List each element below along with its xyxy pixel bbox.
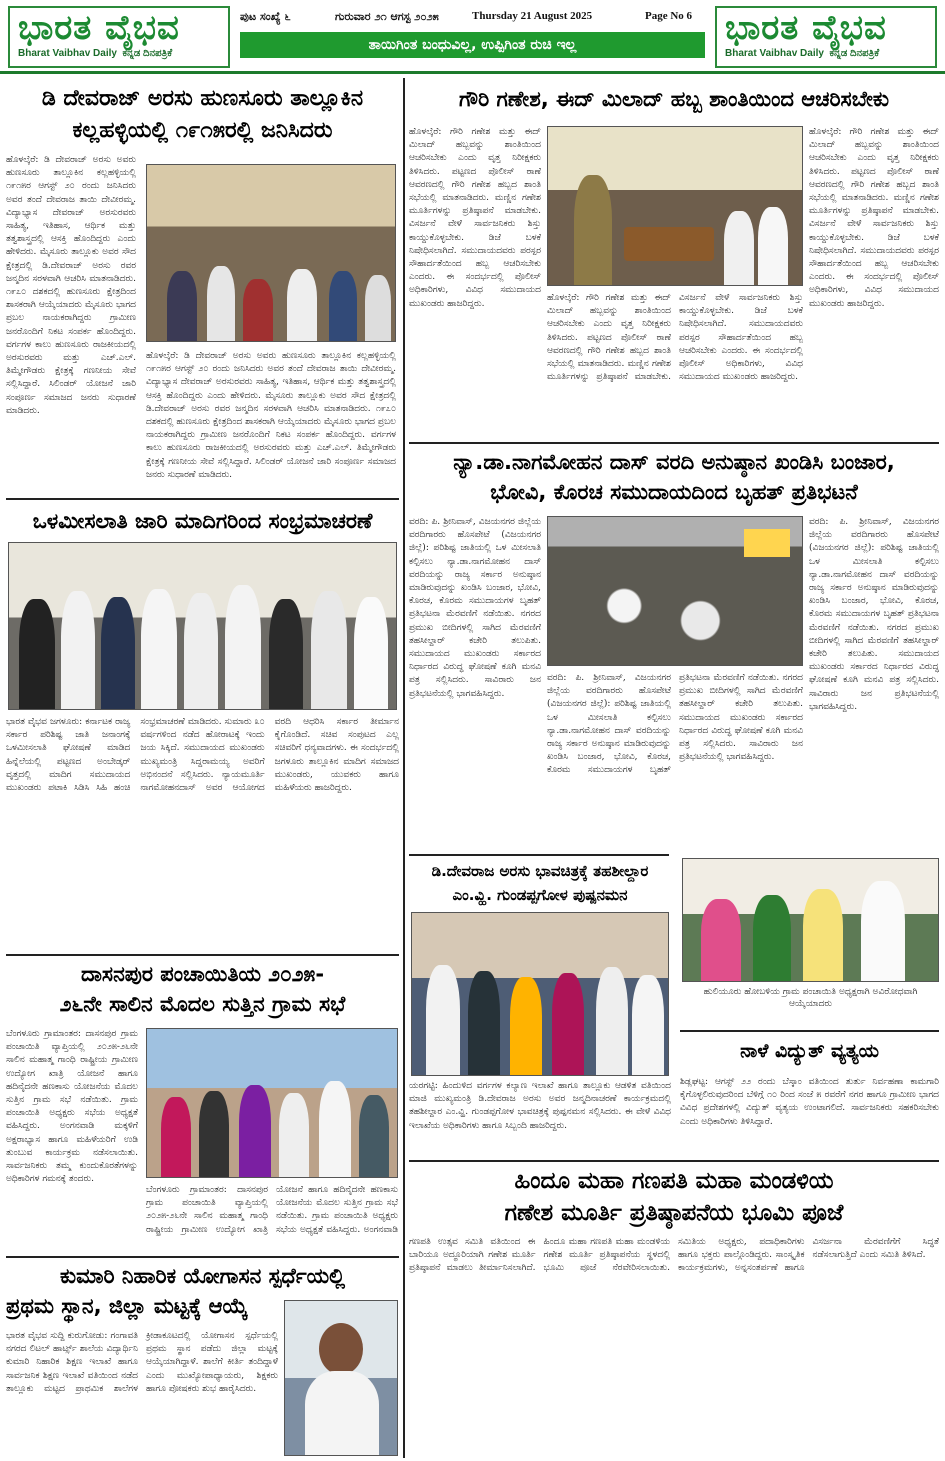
issue-meta-bar <box>240 8 705 28</box>
story-power-cut-headline-box <box>680 1032 939 1072</box>
logo-subtitle: Bharat Vaibhav Daily ಕನ್ನಡ ದಿನಪತ್ರಿಕೆ <box>18 48 173 59</box>
photo-urs-tribute <box>146 164 396 342</box>
power-cut-body: ಶಿಡ್ಲಘಟ್ಟ: ಆಗಸ್ಟ್ ೨೨ ರಂದು ಬೆಸ್ಕಾಂ ವತಿಯಿಂದ ತುರ್ತು ನಿರ್ವಹಣಾ ಕಾಮಗಾರಿ ಕೈಗೊಳ್ಳಲಿರುವುದರಿಂದ ಬೆಳಿಗ್ಗೆ ೧೦ ರಿಂದ ಸಂಜೆ ೫ ರವರೆಗೆ ನಗರ ಹಾಗೂ ಗ್ರಾಮೀಣ ಭಾಗದ ವಿವಿಧ ಪ್ರದೇಶಗಳಲ್ಲಿ ವಿದ್ಯುತ್ ವ್ಯತ್ಯಯ ಉಂಟಾಗಲಿದೆ. ಸಾರ್ವಜನಿಕರು ಸಹಕರಿಸಬೇಕು ಎಂದು ಅಧಿಕಾರಿಗಳು ತಿಳಿಸಿದ್ದಾರೆ. <box>680 1077 939 1127</box>
logo-subtitle: Bharat Vaibhav Daily ಕನ್ನಡ ದಿನಪತ್ರಿಕೆ <box>725 48 880 59</box>
story-internal-reservation-celebration <box>6 502 399 950</box>
photo-caption: ಹುಲಿಯೂರು ಹೋಬಳಿಯ ಗ್ರಾಮ ಪಂಚಾಯಿತಿ ಅಧ್ಯಕ್ಷರಾಗಿ ಅವಿರೋಧವಾಗಿ ಆಯ್ಕೆಯಾದರು <box>703 987 918 1009</box>
newspaper-logo-right <box>715 6 937 68</box>
story-ganapati-bhoomi-pooja <box>409 1164 939 1458</box>
headline-line-1: ಡಿ.ದೇವರಾಜ ಅರಸು ಭಾವಚಿತ್ರಕ್ಕೆ ತಹಶೀಲ್ದಾರ <box>431 862 649 880</box>
photo-niharika-portrait <box>284 1300 398 1456</box>
newspaper-logo-left <box>8 6 230 68</box>
story-body: ವರದಿ: ಪಿ. ಶ್ರೀನಿವಾಸ್, ವಿಜಯನಗರ ಜಿಲ್ಲೆಯ ವರದಿಗಾರರು ಹೊಸಪೇಟೆ (ವಿಜಯನಗರ ಜಿಲ್ಲೆ): ಪರಿಶಿಷ್ಟ ಜಾತಿಯಲ್ಲಿ ಒಳ ಮೀಸಲಾತಿ ಕಲ್ಪಿಸಲು ನ್ಯಾ.ಡಾ.ನಾಗಮೋಹನ ದಾಸ್ ವರದಿಯನ್ನು ರಾಜ್ಯ ಸರ್ಕಾರ ಅನುಷ್ಠಾನ ಮಾಡಿರುವುದನ್ನು ಖಂಡಿಸಿ ಬಂಜಾರ, ಭೋವಿ, ಕೊರಚ, ಕೊರಮ ಸಮುದಾಯಗಳ ಬೃಹತ್ ಪ್ರತಿಭಟನಾ ಮೆರವಣಿಗೆ ನಡೆಯಿತು. ನಗರದ ಪ್ರಮುಖ ಬೀದಿಗಳಲ್ಲಿ ಸಾಗಿದ ಮೆರವಣಿಗೆ ತಹಸೀಲ್ದಾರ್ ಕಚೇರಿ ತಲುಪಿತು. ಸಮುದಾಯದ ಮುಖಂಡರು ಸರ್ಕಾರದ ನಿರ್ಧಾರದ ವಿರುದ್ಧ ಘೋಷಣೆ ಕೂಗಿ ಮನವಿ ಪತ್ರ ಸಲ್ಲಿಸಿದರು. ಸಾವಿರಾರು ಜನ ಪ್ರತಿಭಟನೆಯಲ್ಲಿ ಭಾಗವಹಿಸಿದ್ದರು. <box>409 517 541 699</box>
story-panchayat-president-photo <box>680 858 939 1028</box>
photo-tahsildar-tribute <box>411 912 669 1076</box>
story-body-side: ಹೊಳಲ್ಕೆರೆ: ಗೌರಿ ಗಣೇಶ ಮತ್ತು ಈದ್ ಮಿಲಾದ್ ಹಬ್ಬವನ್ನು ಶಾಂತಿಯಿಂದ ಆಚರಿಸಬೇಕು ಎಂದು ವೃತ್ತ ನಿರೀಕ್ಷಕರು ತಿಳಿಸಿದರು. ಪಟ್ಟಣದ ಪೊಲೀಸ್ ಠಾಣೆ ಆವರಣದಲ್ಲಿ ಗೌರಿ ಗಣೇಶ ಹಬ್ಬದ ಶಾಂತಿ ಸಭೆಯಲ್ಲಿ ಮಾತನಾಡಿದರು. ಮಣ್ಣಿನ ಗಣೇಶ ಮೂರ್ತಿಗಳನ್ನು ಪ್ರತಿಷ್ಠಾಪನೆ ಮಾಡಬೇಕು. ವಿಸರ್ಜನೆ ವೇಳೆ ಸಾರ್ವಜನಿಕರು ಶಿಸ್ತು ಕಾಯ್ದುಕೊಳ್ಳಬೇಕು. ಡಿಜೆ ಬಳಕೆ ನಿಷೇಧಿಸಲಾಗಿದೆ. ಸಮುದಾಯದವರು ಪರಸ್ಪರ ಸೌಹಾರ್ದತೆಯಿಂದ ಹಬ್ಬ ಆಚರಿಸಬೇಕು ಎಂದರು. ಈ ಸಂದರ್ಭದಲ್ಲಿ ಪೊಲೀಸ್ ಅಧಿಕಾರಿಗಳು, ವಿವಿಧ ಸಮುದಾಯದ ಮುಖಂಡರು ಹಾಜರಿದ್ದರು. <box>809 127 939 309</box>
story-divider <box>409 854 669 856</box>
story-body-continued: ಹೊಳಲ್ಕೆರೆ: ಡಿ ದೇವರಾಜ್ ಅರಸು ಅವರು ಹುಣಸೂರು ತಾಲ್ಲೂಕಿನ ಕಲ್ಲಹಳ್ಳಿಯಲ್ಲಿ ೧೯೧೫ರ ಆಗಸ್ಟ್ ೨೦ ರಂದು ಜನಿಸಿದರು ಅವರ ತಂದೆ ದೇವರಾಜ ತಾಯಿ ದೇವೀರಮ್ಮ. ವಿದ್ಯಾಭ್ಯಾಸ ದೇವರಾಜ್ ಅರಸುರವರು ಸಾಹಿತ್ಯ, ಇತಿಹಾಸ, ಆರ್ಥಿಕ ಮತ್ತು ತತ್ವಶಾಸ್ತ್ರದಲ್ಲಿ ಆಸಕ್ತಿ ಹೊಂದಿದ್ದರು ಎಂದು ಹೇಳಿದರು. ಮೈಸೂರು ತಾಲ್ಲೂಕು ಅವರ ಸೌದ ಕ್ಷೇತ್ರದಲ್ಲಿ ಡಿ.ದೇವರಾಜ್ ಅರಸು ರವರ ಜನ್ಮದಿನ ಸರಳವಾಗಿ ಆಚರಿಸಿ ಮಾತನಾಡಿದರು. ೧೯೭೦ ದಶಕದಲ್ಲಿ ಹುಣಸೂರು ಕ್ಷೇತ್ರದಿಂದ ಶಾಸಕರಾಗಿ ಆಯ್ಕೆಯಾದರು ಮೈಸೂರು ಭಾಗದ ಪ್ರಬಲ ನಾಯಕರಾಗಿದ್ದರು ಗ್ರಾಮೀಣ ಜನರೊಂದಿಗೆ ನಿಕಟ ಸಂಪರ್ಕ ಹೊಂದಿದ್ದರು. ವರ್ಗಗಳ ಕಾಲು ಹುಣಸೂರು ರಾಜಕೀಯದಲ್ಲಿ ಅರಸುರವರು ಮತ್ತು ಎಚ್.ಎಲ್. ತಿಮ್ಮೇಗೌಡರು ಕ್ಷೇತ್ರಕ್ಕೆ ಗಣನೀಯ ಸೇವೆ ಸಲ್ಲಿಸಿದ್ದಾರೆ. ಸಿಲಿಂಡರ್ ಯೋಜನೆ ಜಾರಿ ಸಂಪೂರ್ಣ ಸಮಾಜದ ಜನರು ಸುಧಾರಣೆ ಮಾಡಿದರು. <box>146 351 396 480</box>
story-ganesh-eid-peace-meeting <box>409 82 939 438</box>
headline: ಒಳಮೀಸಲಾತಿ ಜಾರಿ ಮಾದಿಗರಿಂದ ಸಂಭ್ರಮಾಚರಣೆ <box>32 509 373 533</box>
photo-peace-meeting <box>547 126 803 286</box>
headline-line-2: ಎಂ.ವ್ಹಿ. ಗುಂಡಪ್ಪಗೋಳ ಪುಷ್ಪನಮನ <box>452 886 628 904</box>
headline-line-2: ಕಲ್ಲಹಳ್ಳಿಯಲ್ಲಿ ೧೯೧೫ರಲ್ಲಿ ಜನಿಸಿದರು <box>72 118 333 143</box>
logo-name: ಭಾರತ ವೈಭವ <box>725 8 887 48</box>
story-divider <box>6 954 399 956</box>
issue-date-kannada: ಗುರುವಾರ ೨೧ ಆಗಸ್ಟ ೨೦೨೫ <box>335 10 439 23</box>
column-divider <box>403 78 405 1458</box>
story-divider <box>409 442 939 444</box>
story-body: ಗಣಪತಿ ಉತ್ಸವ ಸಮಿತಿ ವತಿಯಿಂದ ಈ ಬಾರಿಯೂ ಅದ್ಧೂರಿಯಾಗಿ ಗಣೇಶ ಮೂರ್ತಿ ಪ್ರತಿಷ್ಠಾಪನೆ ಮಾಡಲು ತೀರ್ಮಾನಿಸಲಾಗಿದೆ. ಹಿಂದೂ ಮಹಾ ಗಣಪತಿ ಮಹಾ ಮಂಡಳಿಯ ಗಣೇಶ ಮೂರ್ತಿ ಪ್ರತಿಷ್ಠಾಪನೆಯ ಸ್ಥಳದಲ್ಲಿ ಭೂಮಿ ಪೂಜೆ ನೆರವೇರಿಸಲಾಯಿತು. ಸಮಿತಿಯ ಅಧ್ಯಕ್ಷರು, ಪದಾಧಿಕಾರಿಗಳು ಹಾಗೂ ಭಕ್ತರು ಪಾಲ್ಗೊಂಡಿದ್ದರು. ಸಾಂಸ್ಕೃತಿಕ ಕಾರ್ಯಕ್ರಮಗಳು, ಅನ್ನಸಂತರ್ಪಣೆ ಹಾಗೂ ವಿಸರ್ಜನಾ ಮೆರವಣಿಗೆಗೆ ಸಿದ್ಧತೆ ನಡೆಸಲಾಗುತ್ತಿದೆ ಎಂದು ಸಮಿತಿ ತಿಳಿಸಿದೆ. <box>409 1237 939 1274</box>
headline-line-1: ಡಿ ದೇವರಾಜ್ ಅರಸು ಹುಣಸೂರು ತಾಲ್ಲೂಕಿನ <box>41 86 364 111</box>
story-body: ಭಾರತ ವೈಭವ ಸುದ್ದಿ ಕುರುಗೋಡು: ಗಂಗಾವತಿ ನಗರದ ಲಿಟಲ್ ಹಾರ್ಟ್ಸ್ ಶಾಲೆಯ ವಿದ್ಯಾರ್ಥಿನಿ ಕುಮಾರಿ ನಿಹಾರಿಕ ಶಿಕ್ಷಣ ಇಲಾಖೆ ಹಾಗೂ ಸಾರ್ವಜನಿಕ ಶಿಕ್ಷಣ ಇಲಾಖೆ ವತಿಯಿಂದ ನಡೆದ ತಾಲ್ಲೂಕು ಮಟ್ಟದ ಪ್ರಾಥಮಿಕ ಶಾಲೆಗಳ ಕ್ರೀಡಾಕೂಟದಲ್ಲಿ ಯೋಗಾಸನ ಸ್ಪರ್ಧೆಯಲ್ಲಿ ಪ್ರಥಮ ಸ್ಥಾನ ಪಡೆದು ಜಿಲ್ಲಾ ಮಟ್ಟಕ್ಕೆ ಆಯ್ಕೆಯಾಗಿದ್ದಾಳೆ. ಶಾಲೆಗೆ ಕೀರ್ತಿ ತಂದಿದ್ದಾಳೆ ಎಂದು ಮುಖ್ಯೋಪಾಧ್ಯಾಯರು, ಶಿಕ್ಷಕರು ಹಾಗೂ ಪೋಷಕರು ಶುಭ ಹಾರೈಸಿದರು. <box>6 1331 278 1394</box>
story-dasanapura-gram-sabha <box>6 958 399 1254</box>
issue-page-count: ಪುಟ ಸಂಖ್ಯೆ ೬ <box>240 10 291 23</box>
story-body: ಹೊಳಲ್ಕೆರೆ: ಡಿ ದೇವರಾಜ್ ಅರಸು ಅವರು ಹುಣಸೂರು ತಾಲ್ಲೂಕಿನ ಕಲ್ಲಹಳ್ಳಿಯಲ್ಲಿ ೧೯೧೫ರ ಆಗಸ್ಟ್ ೨೦ ರಂದು ಜನಿಸಿದರು ಅವರ ತಂದೆ ದೇವರಾಜ ತಾಯಿ ದೇವೀರಮ್ಮ. ವಿದ್ಯಾಭ್ಯಾಸ ದೇವರಾಜ್ ಅರಸುರವರು ಸಾಹಿತ್ಯ, ಇತಿಹಾಸ, ಆರ್ಥಿಕ ಮತ್ತು ತತ್ವಶಾಸ್ತ್ರದಲ್ಲಿ ಆಸಕ್ತಿ ಹೊಂದಿದ್ದರು ಎಂದು ಹೇಳಿದರು. ಮೈಸೂರು ತಾಲ್ಲೂಕು ಅವರ ಸೌದ ಕ್ಷೇತ್ರದಲ್ಲಿ ಡಿ.ದೇವರಾಜ್ ಅರಸು ರವರ ಜನ್ಮದಿನ ಸರಳವಾಗಿ ಆಚರಿಸಿ ಮಾತನಾಡಿದರು. ೧೯೭೦ ದಶಕದಲ್ಲಿ ಹುಣಸೂರು ಕ್ಷೇತ್ರದಿಂದ ಶಾಸಕರಾಗಿ ಆಯ್ಕೆಯಾದರು ಮೈಸೂರು ಭಾಗದ ಪ್ರಬಲ ನಾಯಕರಾಗಿದ್ದರು ಗ್ರಾಮೀಣ ಜನರೊಂದಿಗೆ ನಿಕಟ ಸಂಪರ್ಕ ಹೊಂದಿದ್ದರು. ವರ್ಗಗಳ ಕಾಲು ಹುಣಸೂರು ರಾಜಕೀಯದಲ್ಲಿ ಅರಸುರವರು ಮತ್ತು ಎಚ್.ಎಲ್. ತಿಮ್ಮೇಗೌಡರು ಕ್ಷೇತ್ರಕ್ಕೆ ಗಣನೀಯ ಸೇವೆ ಸಲ್ಲಿಸಿದ್ದಾರೆ. ಸಿಲಿಂಡರ್ ಯೋಜನೆ ಜಾರಿ ಸಂಪೂರ್ಣ ಸಮಾಜದ ಜನರು ಸುಧಾರಣೆ ಮಾಡಿದರು. <box>6 155 136 416</box>
story-divider <box>6 498 399 500</box>
photo-felicitation <box>682 858 939 982</box>
story-banjara-protest <box>409 446 939 850</box>
story-body-continued: ಬೆಂಗಳೂರು ಗ್ರಾಮಾಂತರ: ದಾಸನಪುರ ಗ್ರಾಮ ಪಂಚಾಯಿತಿ ವ್ಯಾಪ್ತಿಯಲ್ಲಿ ೨೦೨೫-೨೬ನೇ ಸಾಲಿನ ಮಹಾತ್ಮ ಗಾಂಧಿ ರಾಷ್ಟ್ರೀಯ ಗ್ರಾಮೀಣ ಉದ್ಯೋಗ ಖಾತ್ರಿ ಯೋಜನೆ ಹಾಗೂ ಹದಿನೈದನೇ ಹಣಕಾಸು ಯೋಜನೆಯ ಮೊದಲ ಸುತ್ತಿನ ಗ್ರಾಮ ಸಭೆ ನಡೆಯಿತು. ಗ್ರಾಮ ಪಂಚಾಯಿತಿ ಅಧ್ಯಕ್ಷರು ಸಭೆಯ ಅಧ್ಯಕ್ಷತೆ ವಹಿಸಿದ್ದರು. ಅಂಗನವಾಡಿ <box>146 1185 398 1235</box>
headline-line-2: ೨೬ನೇ ಸಾಲಿನ ಮೊದಲ ಸುತ್ತಿನ ಗ್ರಾಮ ಸಭೆ <box>59 992 346 1016</box>
story-urs-portrait-tribute <box>409 858 671 1158</box>
headline: ಗೌರಿ ಗಣೇಶ, ಈದ್ ಮಿಲಾದ್ ಹಬ್ಬ ಶಾಂತಿಯಿಂದ ಆಚರಿಸಬೇಕು <box>458 87 890 111</box>
headline-line-2: ಗಣೇಶ ಮೂರ್ತಿ ಪ್ರತಿಷ್ಠಾಪನೆಯ ಭೂಮಿ ಪೂಜೆ <box>504 1200 844 1226</box>
headline: ನಾಳೆ ವಿದ್ಯುತ್ ವ್ಯತ್ಯಯ <box>740 1040 879 1062</box>
photo-gram-sabha <box>146 1028 398 1178</box>
tagline-banner: ತಾಯಿಗಿಂತ ಬಂಧುವಿಲ್ಲ, ಉಪ್ಪಿಗಿಂತ ರುಚಿ ಇಲ್ಲ <box>240 32 705 58</box>
story-body: ಬೆಂಗಳೂರು ಗ್ರಾಮಾಂತರ: ದಾಸನಪುರ ಗ್ರಾಮ ಪಂಚಾಯಿತಿ ವ್ಯಾಪ್ತಿಯಲ್ಲಿ ೨೦೨೫-೨೬ನೇ ಸಾಲಿನ ಮಹಾತ್ಮ ಗಾಂಧಿ ರಾಷ್ಟ್ರೀಯ ಗ್ರಾಮೀಣ ಉದ್ಯೋಗ ಖಾತ್ರಿ ಯೋಜನೆ ಹಾಗೂ ಹದಿನೈದನೇ ಹಣಕಾಸು ಯೋಜನೆಯ ಮೊದಲ ಸುತ್ತಿನ ಗ್ರಾಮ ಸಭೆ ನಡೆಯಿತು. ಗ್ರಾಮ ಪಂಚಾಯಿತಿ ಅಧ್ಯಕ್ಷರು ಸಭೆಯ ಅಧ್ಯಕ್ಷತೆ ವಹಿಸಿದ್ದರು. ಅಂಗನವಾಡಿ ಮಕ್ಕಳಿಗೆ ಅಕ್ಷರಾಭ್ಯಾಸ ಹಾಗೂ ಮಹಿಳೆಯರಿಗೆ ಉಡಿ ತುಂಬುವ ಕಾರ್ಯಕ್ರಮ ನಡೆಸಲಾಯಿತು. ಸಾರ್ವಜನಿಕರು ತಮ್ಮ ಕುಂದುಕೊರತೆಗಳನ್ನು ಅಧಿಕಾರಿಗಳ ಗಮನಕ್ಕೆ ತಂದರು. <box>6 1029 138 1185</box>
headline-line-2: ಭೋವಿ, ಕೊರಚ ಸಮುದಾಯದಿಂದ ಬೃಹತ್ ಪ್ರತಿಭಟನೆ <box>490 480 858 504</box>
story-niharika-yoga <box>6 1260 399 1458</box>
story-body: ಹೊಳಲ್ಕೆರೆ: ಗೌರಿ ಗಣೇಶ ಮತ್ತು ಈದ್ ಮಿಲಾದ್ ಹಬ್ಬವನ್ನು ಶಾಂತಿಯಿಂದ ಆಚರಿಸಬೇಕು ಎಂದು ವೃತ್ತ ನಿರೀಕ್ಷಕರು ತಿಳಿಸಿದರು. ಪಟ್ಟಣದ ಪೊಲೀಸ್ ಠಾಣೆ ಆವರಣದಲ್ಲಿ ಗೌರಿ ಗಣೇಶ ಹಬ್ಬದ ಶಾಂತಿ ಸಭೆಯಲ್ಲಿ ಮಾತನಾಡಿದರು. ಮಣ್ಣಿನ ಗಣೇಶ ಮೂರ್ತಿಗಳನ್ನು ಪ್ರತಿಷ್ಠಾಪನೆ ಮಾಡಬೇಕು. ವಿಸರ್ಜನೆ ವೇಳೆ ಸಾರ್ವಜನಿಕರು ಶಿಸ್ತು ಕಾಯ್ದುಕೊಳ್ಳಬೇಕು. ಡಿಜೆ ಬಳಕೆ ನಿಷೇಧಿಸಲಾಗಿದೆ. ಸಮುದಾಯದವರು ಪರಸ್ಪರ ಸೌಹಾರ್ದತೆಯಿಂದ ಹಬ್ಬ ಆಚರಿಸಬೇಕು ಎಂದರು. ಈ ಸಂದರ್ಭದಲ್ಲಿ ಪೊಲೀಸ್ ಅಧಿಕಾರಿಗಳು, ವಿವಿಧ ಸಮುದಾಯದ ಮುಖಂಡರು ಹಾಜರಿದ್ದರು. <box>409 127 541 309</box>
photo-protest-crowd <box>547 516 803 666</box>
story-divider <box>6 1256 399 1258</box>
logo-name: ಭಾರತ ವೈಭವ <box>18 8 180 48</box>
page-number: Page No 6 <box>645 10 693 22</box>
issue-date-english: Thursday 21 August 2025 <box>472 10 593 22</box>
photo-celebration-group <box>8 542 397 710</box>
headline-line-2: ಪ್ರಥಮ ಸ್ಥಾನ, ಜಿಲ್ಲಾ ಮಟ್ಟಕ್ಕೆ ಆಯ್ಕೆ <box>6 1294 248 1318</box>
masthead <box>0 0 945 74</box>
story-body: ಯರಗಟ್ಟಿ: ಹಿಂದುಳಿದ ವರ್ಗಗಳ ಕಲ್ಯಾಣ ಇಲಾಖೆ ಹಾಗೂ ತಾಲ್ಲೂಕು ಆಡಳಿತ ವತಿಯಿಂದ ಮಾಜಿ ಮುಖ್ಯಮಂತ್ರಿ ಡಿ.ದೇವರಾಜ ಅರಸು ಅವರ ಜನ್ಮದಿನಾಚರಣೆ ಕಾರ್ಯಕ್ರಮದಲ್ಲಿ ತಹಶೀಲ್ದಾರ ಎಂ.ವ್ಹಿ. ಗುಂಡಪ್ಪಗೋಳ ಭಾವಚಿತ್ರಕ್ಕೆ ಪುಷ್ಪನಮನ ಸಲ್ಲಿಸಿದರು. ಈ ವೇಳೆ ವಿವಿಧ ಇಲಾಖೆಯ ಅಧಿಕಾರಿಗಳು ಹಾಗೂ ಸಿಬ್ಬಂದಿ ಹಾಜರಿದ್ದರು. <box>409 1081 671 1131</box>
headline-line-1: ಕುಮಾರಿ ನಿಹಾರಿಕ ಯೋಗಾಸನ ಸ್ಪರ್ಧೆಯಲ್ಲಿ <box>59 1264 346 1288</box>
headline-line-1: ದಾಸನಪುರ ಪಂಚಾಯಿತಿಯ ೨೦೨೫- <box>80 962 325 986</box>
headline-line-1: ನ್ಯಾ.ಡಾ.ನಾಗಮೋಹನ ದಾಸ್ ವರದಿ ಅನುಷ್ಠಾನ ಖಂಡಿಸಿ ಬಂಜಾರ, <box>453 450 895 474</box>
story-body-continued: ಹೊಳಲ್ಕೆರೆ: ಗೌರಿ ಗಣೇಶ ಮತ್ತು ಈದ್ ಮಿಲಾದ್ ಹಬ್ಬವನ್ನು ಶಾಂತಿಯಿಂದ ಆಚರಿಸಬೇಕು ಎಂದು ವೃತ್ತ ನಿರೀಕ್ಷಕರು ತಿಳಿಸಿದರು. ಪಟ್ಟಣದ ಪೊಲೀಸ್ ಠಾಣೆ ಆವರಣದಲ್ಲಿ ಗೌರಿ ಗಣೇಶ ಹಬ್ಬದ ಶಾಂತಿ ಸಭೆಯಲ್ಲಿ ಮಾತನಾಡಿದರು. ಮಣ್ಣಿನ ಗಣೇಶ ಮೂರ್ತಿಗಳನ್ನು ಪ್ರತಿಷ್ಠಾಪನೆ ಮಾಡಬೇಕು. ವಿಸರ್ಜನೆ ವೇಳೆ ಸಾರ್ವಜನಿಕರು ಶಿಸ್ತು ಕಾಯ್ದುಕೊಳ್ಳಬೇಕು. ಡಿಜೆ ಬಳಕೆ ನಿಷೇಧಿಸಲಾಗಿದೆ. ಸಮುದಾಯದವರು ಪರಸ್ಪರ ಸೌಹಾರ್ದತೆಯಿಂದ ಹಬ್ಬ ಆಚರಿಸಬೇಕು ಎಂದರು. ಈ ಸಂದರ್ಭದಲ್ಲಿ ಪೊಲೀಸ್ ಅಧಿಕಾರಿಗಳು, ವಿವಿಧ ಸಮುದಾಯದ ಮುಖಂಡರು ಹಾಜರಿದ್ದರು. <box>547 293 803 383</box>
headline-line-1: ಹಿಂದೂ ಮಹಾ ಗಣಪತಿ ಮಹಾ ಮಂಡಳಿಯ <box>514 1168 834 1194</box>
story-divider <box>409 1160 939 1162</box>
story-body-side: ವರದಿ: ಪಿ. ಶ್ರೀನಿವಾಸ್, ವಿಜಯನಗರ ಜಿಲ್ಲೆಯ ವರದಿಗಾರರು ಹೊಸಪೇಟೆ (ವಿಜಯನಗರ ಜಿಲ್ಲೆ): ಪರಿಶಿಷ್ಟ ಜಾತಿಯಲ್ಲಿ ಒಳ ಮೀಸಲಾತಿ ಕಲ್ಪಿಸಲು ನ್ಯಾ.ಡಾ.ನಾಗಮೋಹನ ದಾಸ್ ವರದಿಯನ್ನು ರಾಜ್ಯ ಸರ್ಕಾರ ಅನುಷ್ಠಾನ ಮಾಡಿರುವುದನ್ನು ಖಂಡಿಸಿ ಬಂಜಾರ, ಭೋವಿ, ಕೊರಚ, ಕೊರಮ ಸಮುದಾಯಗಳ ಬೃಹತ್ ಪ್ರತಿಭಟನಾ ಮೆರವಣಿಗೆ ನಡೆಯಿತು. ನಗರದ ಪ್ರಮುಖ ಬೀದಿಗಳಲ್ಲಿ ಸಾಗಿದ ಮೆರವಣಿಗೆ ತಹಸೀಲ್ದಾರ್ ಕಚೇರಿ ತಲುಪಿತು. ಸಮುದಾಯದ ಮುಖಂಡರು ಸರ್ಕಾರದ ನಿರ್ಧಾರದ ವಿರುದ್ಧ ಘೋಷಣೆ ಕೂಗಿ ಮನವಿ ಪತ್ರ ಸಲ್ಲಿಸಿದರು. ಸಾವಿರಾರು ಜನ ಪ್ರತಿಭಟನೆಯಲ್ಲಿ ಭಾಗವಹಿಸಿದ್ದರು. <box>809 517 939 712</box>
story-body-continued: ವರದಿ: ಪಿ. ಶ್ರೀನಿವಾಸ್, ವಿಜಯನಗರ ಜಿಲ್ಲೆಯ ವರದಿಗಾರರು ಹೊಸಪೇಟೆ (ವಿಜಯನಗರ ಜಿಲ್ಲೆ): ಪರಿಶಿಷ್ಟ ಜಾತಿಯಲ್ಲಿ ಒಳ ಮೀಸಲಾತಿ ಕಲ್ಪಿಸಲು ನ್ಯಾ.ಡಾ.ನಾಗಮೋಹನ ದಾಸ್ ವರದಿಯನ್ನು ರಾಜ್ಯ ಸರ್ಕಾರ ಅನುಷ್ಠಾನ ಮಾಡಿರುವುದನ್ನು ಖಂಡಿಸಿ ಬಂಜಾರ, ಭೋವಿ, ಕೊರಚ, ಕೊರಮ ಸಮುದಾಯಗಳ ಬೃಹತ್ ಪ್ರತಿಭಟನಾ ಮೆರವಣಿಗೆ ನಡೆಯಿತು. ನಗರದ ಪ್ರಮುಖ ಬೀದಿಗಳಲ್ಲಿ ಸಾಗಿದ ಮೆರವಣಿಗೆ ತಹಸೀಲ್ದಾರ್ ಕಚೇರಿ ತಲುಪಿತು. ಸಮುದಾಯದ ಮುಖಂಡರು ಸರ್ಕಾರದ ನಿರ್ಧಾರದ ವಿರುದ್ಧ ಘೋಷಣೆ ಕೂಗಿ ಮನವಿ ಪತ್ರ ಸಲ್ಲಿಸಿದರು. ಸಾವಿರಾರು ಜನ ಪ್ರತಿಭಟನೆಯಲ್ಲಿ ಭಾಗವಹಿಸಿದ್ದರು. <box>547 673 803 776</box>
story-body: ಭಾರತ ವೈಭವ ಜಗಳೂರು: ಕರ್ನಾಟಕ ರಾಜ್ಯ ಸರ್ಕಾರ ಪರಿಶಿಷ್ಟ ಜಾತಿ ಜನಾಂಗಕ್ಕೆ ಒಳಮೀಸಲಾತಿ ಘೋಷಣೆ ಮಾಡಿದ ಹಿನ್ನೆಲೆಯಲ್ಲಿ ಪಟ್ಟಣದ ಅಂಬೇಡ್ಕರ್ ವೃತ್ತದಲ್ಲಿ ಮಾದಿಗ ಸಮುದಾಯದ ಮುಖಂಡರು ಪಟಾಕಿ ಸಿಡಿಸಿ ಸಿಹಿ ಹಂಚಿ ಸಂಭ್ರಮಾಚರಣೆ ಮಾಡಿದರು. ಸುಮಾರು ೩೦ ವರ್ಷಗಳಿಂದ ನಡೆದ ಹೋರಾಟಕ್ಕೆ ಇಂದು ಜಯ ಸಿಕ್ಕಿದೆ. ಸಮುದಾಯದ ಮುಖಂಡರು ಮುಖ್ಯಮಂತ್ರಿ ಸಿದ್ದರಾಮಯ್ಯ ಅವರಿಗೆ ಅಭಿನಂದನೆ ಸಲ್ಲಿಸಿದರು. ನ್ಯಾಯಮೂರ್ತಿ ನಾಗಮೋಹನದಾಸ್ ಅವರ ಆಯೋಗದ ವರದಿ ಆಧರಿಸಿ ಸರ್ಕಾರ ತೀರ್ಮಾನ ಕೈಗೊಂಡಿದೆ. ಸಚಿವ ಸಂಪುಟದ ಎಲ್ಲ ಸಚಿವರಿಗೆ ಧನ್ಯವಾದಗಳು. ಈ ಸಂದರ್ಭದಲ್ಲಿ ಜಗಳೂರು ತಾಲ್ಲೂಕಿನ ಮಾದಿಗ ಸಮಾಜದ ಮುಖಂಡರು, ಯುವಕರು ಹಾಗೂ ಮಹಿಳೆಯರು ಹಾಜರಿದ್ದರು. <box>6 717 399 794</box>
story-devaraj-urs-birthplace <box>6 82 399 494</box>
